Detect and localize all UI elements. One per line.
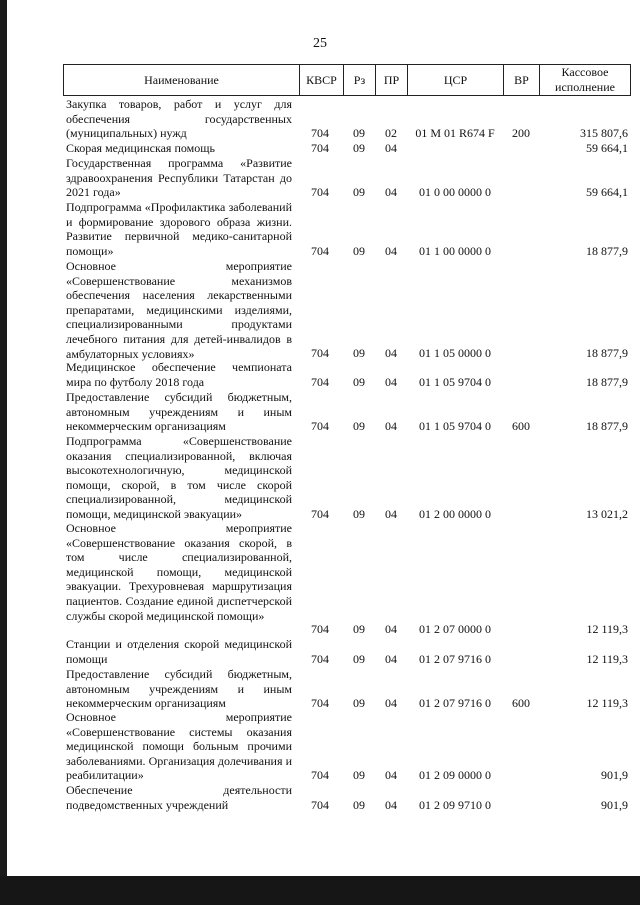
- row-sum: 315 807,6: [580, 126, 628, 140]
- row-rz: 09: [353, 244, 365, 258]
- row-csr: 01 0 00 0000 0: [419, 185, 491, 199]
- row-csr: 01 1 05 0000 0: [419, 346, 491, 360]
- row-kvsr: 704: [311, 798, 329, 812]
- row-rz: 09: [353, 768, 365, 782]
- row-rz: 09: [353, 346, 365, 360]
- header-csr: ЦСР: [408, 65, 504, 95]
- row-sum: 12 119,3: [586, 652, 628, 666]
- row-kvsr: 704: [311, 696, 329, 710]
- row-kvsr: 704: [311, 622, 329, 636]
- row-sum: 18 877,9: [586, 346, 628, 360]
- row-sum: 59 664,1: [586, 185, 628, 199]
- row-csr: 01 2 09 9710 0: [419, 798, 491, 812]
- row-name: Государственная программа «Развитие здравоохранения Республики Татарстан до 2021 года»: [66, 156, 292, 200]
- row-vr: 600: [512, 696, 530, 710]
- row-rz: 09: [353, 375, 365, 389]
- row-vr: 600: [512, 419, 530, 433]
- row-name: Медицинское обеспечение чемпионата мира по футболу 2018 года: [66, 360, 292, 389]
- row-sum: 12 119,3: [586, 696, 628, 710]
- row-csr: 01 2 09 0000 0: [419, 768, 491, 782]
- row-csr: 01 1 00 0000 0: [419, 244, 491, 258]
- row-name: Подпрограмма «Профилактика заболеваний и формирование здорового образа жизни. Развитие первичной медико-санитарной помощи»: [66, 200, 292, 258]
- row-rz: 09: [353, 652, 365, 666]
- row-pr: 04: [385, 696, 397, 710]
- row-name: Основное мероприятие «Совершенствование механизмов обеспечения населения лекарственными препаратами, медицинскими изделиями, специализированными продуктами лечебного питания для детей-инвалидов в амбулаторных условиях»: [66, 259, 292, 361]
- row-sum: 18 877,9: [586, 419, 628, 433]
- row-rz: 09: [353, 126, 365, 140]
- row-rz: 09: [353, 507, 365, 521]
- row-kvsr: 704: [311, 244, 329, 258]
- page-number: 25: [313, 36, 327, 51]
- row-pr: 04: [385, 798, 397, 812]
- table-header: [63, 64, 631, 96]
- row-pr: 02: [385, 126, 397, 140]
- row-pr: 04: [385, 768, 397, 782]
- row-kvsr: 704: [311, 768, 329, 782]
- row-pr: 04: [385, 652, 397, 666]
- row-pr: 04: [385, 244, 397, 258]
- row-csr: 01 2 07 9716 0: [419, 696, 491, 710]
- row-name: Предоставление субсидий бюджетным, автономным учреждениям и иным некоммерческим организациям: [66, 667, 292, 711]
- row-pr: 04: [385, 346, 397, 360]
- row-name: Подпрограмма «Совершенствование оказания специализированной, включая высокотехнологичную, медицинской помощи, скорой, в том числе скорой специализированной, медицинской помощи, медицинской эвакуации»: [66, 434, 292, 521]
- header-vr: ВР: [504, 65, 540, 95]
- row-kvsr: 704: [311, 346, 329, 360]
- row-rz: 09: [353, 798, 365, 812]
- row-rz: 09: [353, 419, 365, 433]
- row-pr: 04: [385, 141, 397, 155]
- scan-edge-left: [0, 0, 7, 905]
- row-csr: 01 2 00 0000 0: [419, 507, 491, 521]
- header-kvsr: КВСР: [300, 65, 344, 95]
- row-sum: 901,9: [601, 798, 628, 812]
- row-rz: 09: [353, 185, 365, 199]
- row-name: Основное мероприятие «Совершенствование оказания скорой, в том числе специализированной, медицинской помощи, медицинской эвакуации. Трехуровневая маршрутизация пациентов. Создание единой диспетчерской службы скорой медицинской помощи»: [66, 521, 292, 623]
- header-sum: [540, 65, 630, 95]
- row-kvsr: 704: [311, 185, 329, 199]
- header-sum-line1: Кассовое: [561, 65, 609, 79]
- header-rz: Рз: [344, 65, 376, 95]
- row-sum: 901,9: [601, 768, 628, 782]
- header-pr: ПР: [376, 65, 408, 95]
- row-vr: 200: [512, 126, 530, 140]
- row-name: Закупка товаров, работ и услуг для обеспечения государственных (муниципальных) нужд: [66, 97, 292, 141]
- row-sum: 12 119,3: [586, 622, 628, 636]
- header-sum-line2: исполнение: [555, 80, 615, 94]
- row-rz: 09: [353, 141, 365, 155]
- row-sum: 59 664,1: [586, 141, 628, 155]
- row-pr: 04: [385, 185, 397, 199]
- row-csr: 01 1 05 9704 0: [419, 375, 491, 389]
- row-kvsr: 704: [311, 141, 329, 155]
- row-name: Предоставление субсидий бюджетным, автономным учреждениям и иным некоммерческим организациям: [66, 390, 292, 434]
- row-csr: 01 2 07 0000 0: [419, 622, 491, 636]
- row-name: Обеспечение деятельности подведомственных учреждений: [66, 783, 292, 812]
- scan-edge-bottom: [0, 876, 640, 905]
- row-rz: 09: [353, 622, 365, 636]
- row-sum: 18 877,9: [586, 244, 628, 258]
- row-kvsr: 704: [311, 652, 329, 666]
- row-pr: 04: [385, 622, 397, 636]
- row-kvsr: 704: [311, 419, 329, 433]
- row-name: Основное мероприятие «Совершенствование системы оказания медицинской помощи больным прочими заболеваниями. Организация долечивания и реабилитации»: [66, 710, 292, 783]
- row-pr: 04: [385, 375, 397, 389]
- row-name: Скорая медицинская помощь: [66, 141, 215, 155]
- row-pr: 04: [385, 419, 397, 433]
- header-name: Наименование: [64, 65, 300, 95]
- row-rz: 09: [353, 696, 365, 710]
- row-csr: 01 2 07 9716 0: [419, 652, 491, 666]
- row-pr: 04: [385, 507, 397, 521]
- row-kvsr: 704: [311, 126, 329, 140]
- row-sum: 18 877,9: [586, 375, 628, 389]
- row-kvsr: 704: [311, 375, 329, 389]
- row-name: Станции и отделения скорой медицинской помощи: [66, 637, 292, 666]
- row-csr: 01 1 05 9704 0: [419, 419, 491, 433]
- row-sum: 13 021,2: [586, 507, 628, 521]
- row-kvsr: 704: [311, 507, 329, 521]
- row-csr: 01 М 01 R674 F: [415, 126, 495, 140]
